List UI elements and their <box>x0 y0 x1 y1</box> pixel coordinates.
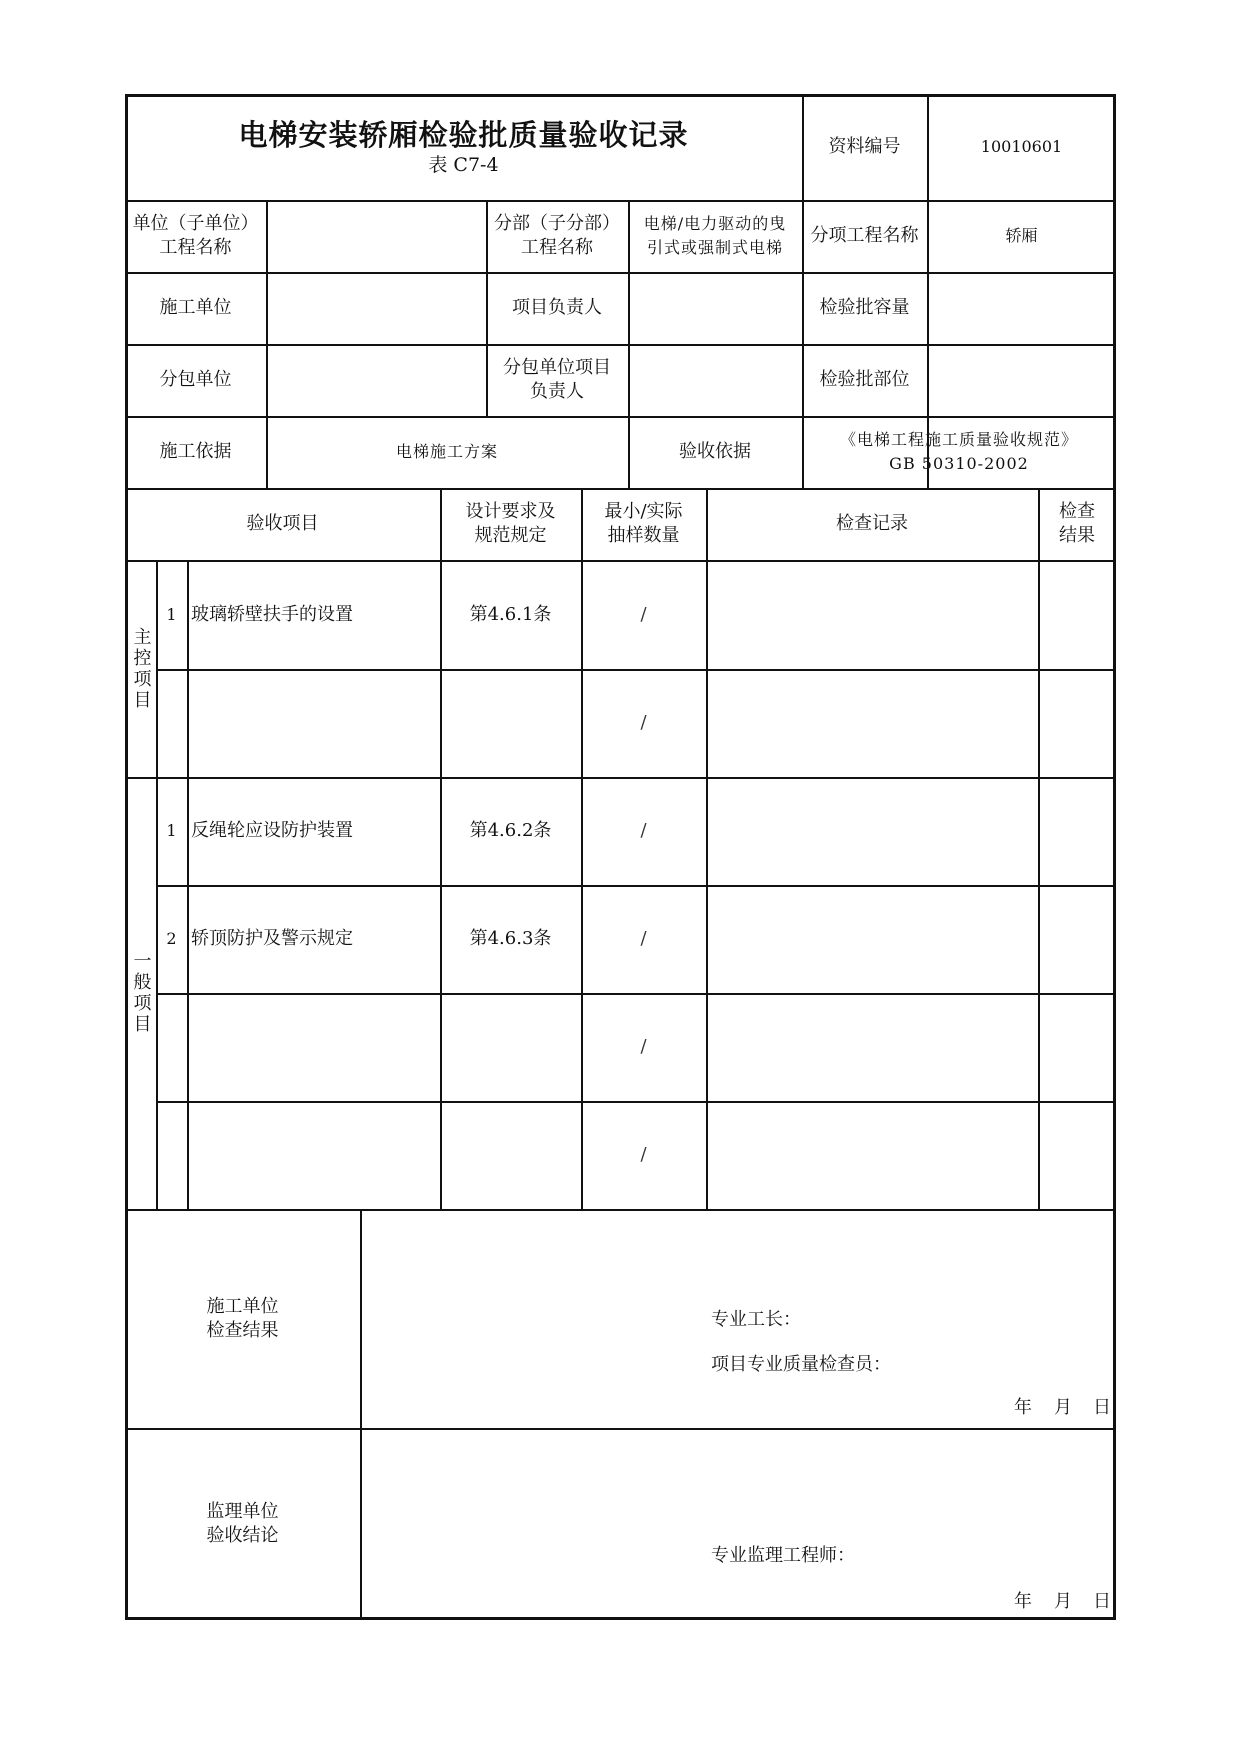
general-row-1-item: 反绳轮应设防护装置 <box>191 820 353 841</box>
general-row-3-spec <box>440 993 581 1101</box>
general-row-3-record[interactable] <box>706 993 1038 1101</box>
project-manager-field[interactable] <box>628 272 802 344</box>
general-row-1-record[interactable] <box>706 777 1038 885</box>
main-row-2-record[interactable] <box>706 669 1038 777</box>
general-row-4-result[interactable] <box>1038 1101 1116 1209</box>
general-row-4-sample[interactable]: / <box>640 1144 647 1165</box>
general-row-3-sample[interactable]: / <box>640 1036 647 1057</box>
batch-capacity-label: 检验批容量 <box>819 297 910 318</box>
construction-result-area[interactable] <box>360 1209 1116 1428</box>
form-code: 表 C7-4 <box>428 154 499 176</box>
general-row-3-item <box>187 993 440 1101</box>
general-row-1-spec: 第4.6.2条 <box>469 820 552 841</box>
supervision-date-year: 年 <box>1014 1591 1032 1612</box>
general-group-label: 一般项目 <box>130 951 152 1035</box>
general-row-4-record[interactable] <box>706 1101 1038 1209</box>
subcontractor-label: 分包单位 <box>159 369 232 390</box>
general-row-1-result[interactable] <box>1038 777 1116 885</box>
batch-location-field[interactable] <box>927 344 1116 416</box>
batch-capacity-field[interactable] <box>927 272 1116 344</box>
batch-location-label: 检验批部位 <box>819 369 910 390</box>
subdivision-label: 分部（子分部） 工程名称 <box>494 213 620 258</box>
col-header-sample: 最小/实际 抽样数量 <box>604 501 683 546</box>
unit-name-field[interactable] <box>266 200 486 272</box>
doc-no-value[interactable]: 10010601 <box>980 137 1063 156</box>
col-header-spec: 设计要求及 规范规定 <box>465 501 556 546</box>
page-title: 电梯安装轿厢检验批质量验收记录 <box>238 118 689 152</box>
main-row-1-sample[interactable]: / <box>640 603 647 625</box>
general-row-2-record[interactable] <box>706 885 1038 993</box>
construction-date-month: 月 <box>1054 1397 1072 1418</box>
general-row-4-spec <box>440 1101 581 1209</box>
construction-date-day: 日 <box>1093 1397 1111 1418</box>
col-header-result: 检查 结果 <box>1059 501 1095 546</box>
main-row-2-result[interactable] <box>1038 669 1116 777</box>
main-control-group-label: 主控项目 <box>130 626 152 711</box>
supervision-result-area[interactable] <box>360 1428 1116 1620</box>
main-row-2-no <box>156 669 187 777</box>
foreman-signature-label: 专业工长： <box>711 1309 801 1330</box>
acceptance-basis-field[interactable]: 《电梯工程施工质量验收规范》 GB 50310-2002 <box>839 430 1078 473</box>
supervision-date-day: 日 <box>1093 1591 1111 1612</box>
sub-item-label: 分项工程名称 <box>810 225 919 246</box>
general-row-1-sample[interactable]: / <box>640 820 647 841</box>
subdivision-field[interactable]: 电梯/电力驱动的曳 引式或强制式电梯 <box>643 214 787 257</box>
general-row-3-no <box>156 993 187 1101</box>
quality-inspector-signature-label: 项目专业质量检查员： <box>711 1354 891 1375</box>
general-row-1-no: 1 <box>166 821 177 840</box>
general-row-2-no: 2 <box>166 929 177 948</box>
general-row-3-result[interactable] <box>1038 993 1116 1101</box>
general-row-2-sample[interactable]: / <box>640 928 647 949</box>
supervision-date-month: 月 <box>1054 1591 1072 1612</box>
main-row-2-item <box>187 669 440 777</box>
general-row-4-item <box>187 1101 440 1209</box>
sub-item-field[interactable]: 轿厢 <box>1005 226 1038 245</box>
general-row-4-no <box>156 1101 187 1209</box>
main-row-1-result[interactable] <box>1038 560 1116 669</box>
doc-no-label: 资料编号 <box>828 136 901 157</box>
construction-basis-label: 施工依据 <box>159 441 232 462</box>
main-row-1-spec: 第4.6.1条 <box>469 603 552 625</box>
general-row-2-spec: 第4.6.3条 <box>469 928 552 949</box>
acceptance-basis-label: 验收依据 <box>679 441 751 462</box>
construction-basis-field[interactable]: 电梯施工方案 <box>395 442 498 461</box>
supervision-result-label: 监理单位 验收结论 <box>206 1501 279 1546</box>
general-row-2-item: 轿顶防护及警示规定 <box>191 928 353 949</box>
sub-pm-field[interactable] <box>628 344 802 416</box>
main-row-1-item: 玻璃轿壁扶手的设置 <box>191 603 353 625</box>
unit-name-label: 单位（子单位） 工程名称 <box>132 213 259 258</box>
main-row-1-record[interactable] <box>706 560 1038 669</box>
subcontractor-field[interactable] <box>266 344 486 416</box>
title-block <box>125 94 802 200</box>
main-row-1-no: 1 <box>166 604 177 624</box>
col-header-record: 检查记录 <box>836 513 908 534</box>
supervising-engineer-signature-label: 专业监理工程师： <box>711 1545 855 1566</box>
general-row-2-result[interactable] <box>1038 885 1116 993</box>
main-row-2-spec <box>440 669 581 777</box>
construction-date-year: 年 <box>1014 1397 1032 1418</box>
sub-pm-label: 分包单位项目 负责人 <box>503 357 611 402</box>
constructor-label: 施工单位 <box>159 297 232 318</box>
main-row-2-sample[interactable]: / <box>640 712 647 733</box>
construction-result-label: 施工单位 检查结果 <box>206 1295 279 1341</box>
constructor-field[interactable] <box>266 272 486 344</box>
project-manager-label: 项目负责人 <box>512 297 602 318</box>
inspection-record-form <box>125 94 1116 1620</box>
col-header-item: 验收项目 <box>246 513 319 534</box>
